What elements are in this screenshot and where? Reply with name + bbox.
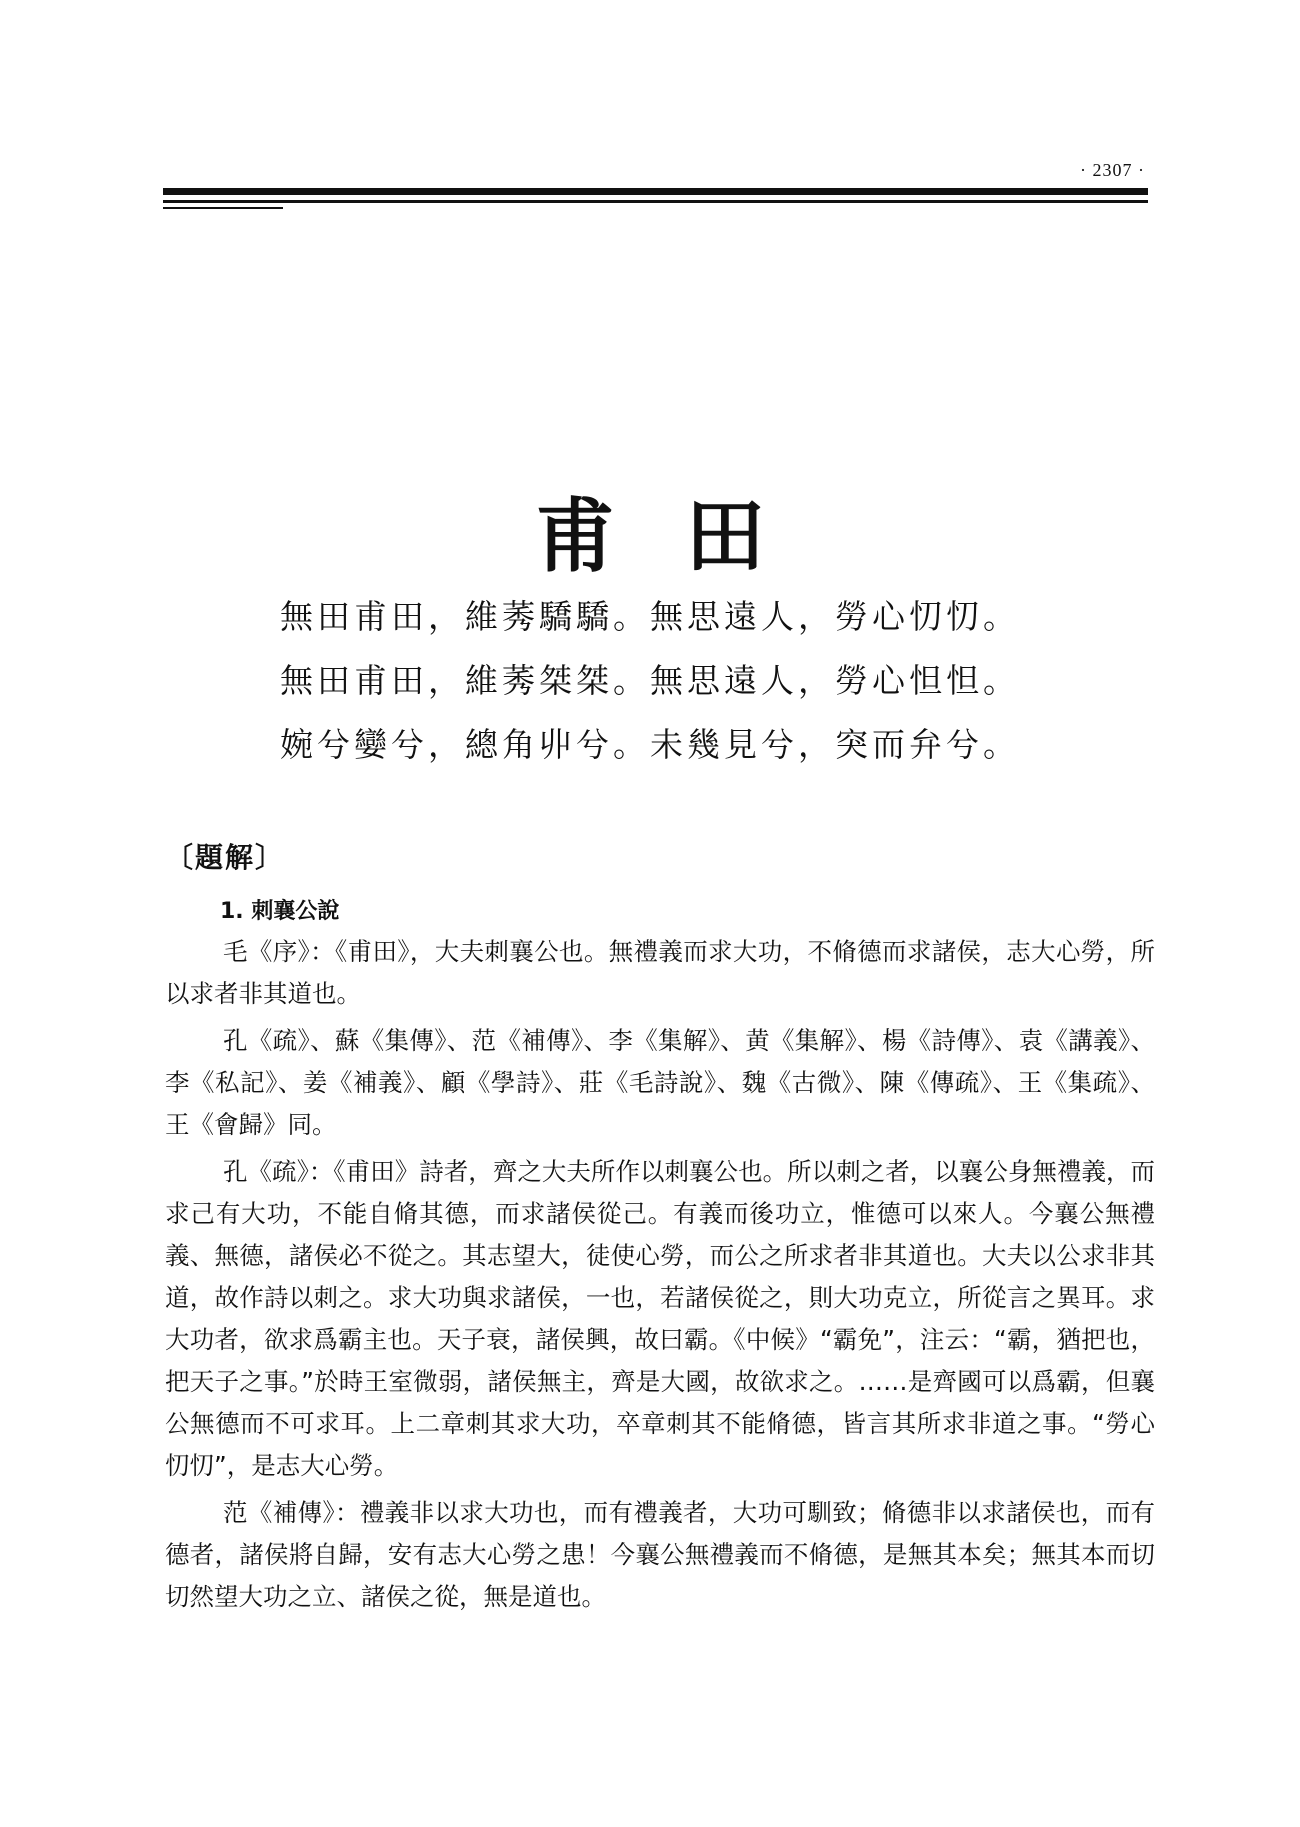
header-rule-thick (163, 188, 1148, 195)
commentary-paragraph: 孔《疏》、蘇《集傳》、范《補傳》、李《集解》、黄《集解》、楊《詩傳》、袁《講義》、李《私記》、姜《補義》、顧《學詩》、莊《毛詩說》、魏《古微》、陳《傳疏》、王《集疏》、王《會歸》同。 (165, 1026, 1155, 1139)
poem-line: 無田甫田，維莠桀桀。無思遠人，勞心怛怛。 (280, 661, 1020, 700)
poem-line: 無田甫田，維莠驕驕。無思遠人，勞心忉忉。 (280, 597, 1020, 636)
section-heading: 〔題解〕 (165, 841, 286, 874)
section-subheading: 1. 刺襄公說 (220, 899, 340, 924)
poem-line: 婉兮孌兮，總角丱兮。未幾見兮，突而弁兮。 (280, 725, 1020, 764)
header-rule-tail (163, 207, 283, 209)
header-rule-thin (163, 200, 1148, 203)
commentary-paragraph: 孔《疏》：《甫田》詩者，齊之大夫所作以刺襄公也。所以刺之者，以襄公身無禮義，而求己有大功，不能自脩其德，而求諸侯從己。有義而後功立，惟德可以來人。今襄公無禮義、無德，諸侯必不從之。其志望大，徒使心勞，而公之所求者非其道也。大夫以公求非其道，故作詩以刺之。求大功與求諸侯，一也，若諸侯從之，則大功克立，所從言之異耳。求大功者，欲求爲霸主也。天子衰，諸侯興，故曰霸。《中候》“霸免”，注云：“霸，猶把也，把天子之事。”於時王室微弱，諸侯無主，齊是大國，故欲求之。……是齊國可以爲霸，但襄公無德而不可求耳。上二章刺其求大功，卒章刺其不能脩德，皆言其所求非道之事。“勞心忉忉”，是志大心勞。 (165, 1157, 1155, 1480)
page-number: · 2307 · (1080, 160, 1145, 180)
poem-text (0, 585, 1300, 777)
page-title: 甫田 (535, 489, 835, 583)
commentary-section (165, 836, 1155, 1623)
commentary-paragraph: 范《補傳》：禮義非以求大功也，而有禮義者，大功可馴致；脩德非以求諸侯也，而有德者，諸侯將自歸，安有志大心勞之患！今襄公無禮義而不脩德，是無其本矣；無其本而切切然望大功之立、諸侯之從，無是道也。 (165, 1498, 1155, 1611)
commentary-paragraph: 毛《序》：《甫田》，大夫刺襄公也。無禮義而求大功，不脩德而求諸侯，志大心勞，所以求者非其道也。 (165, 937, 1155, 1008)
